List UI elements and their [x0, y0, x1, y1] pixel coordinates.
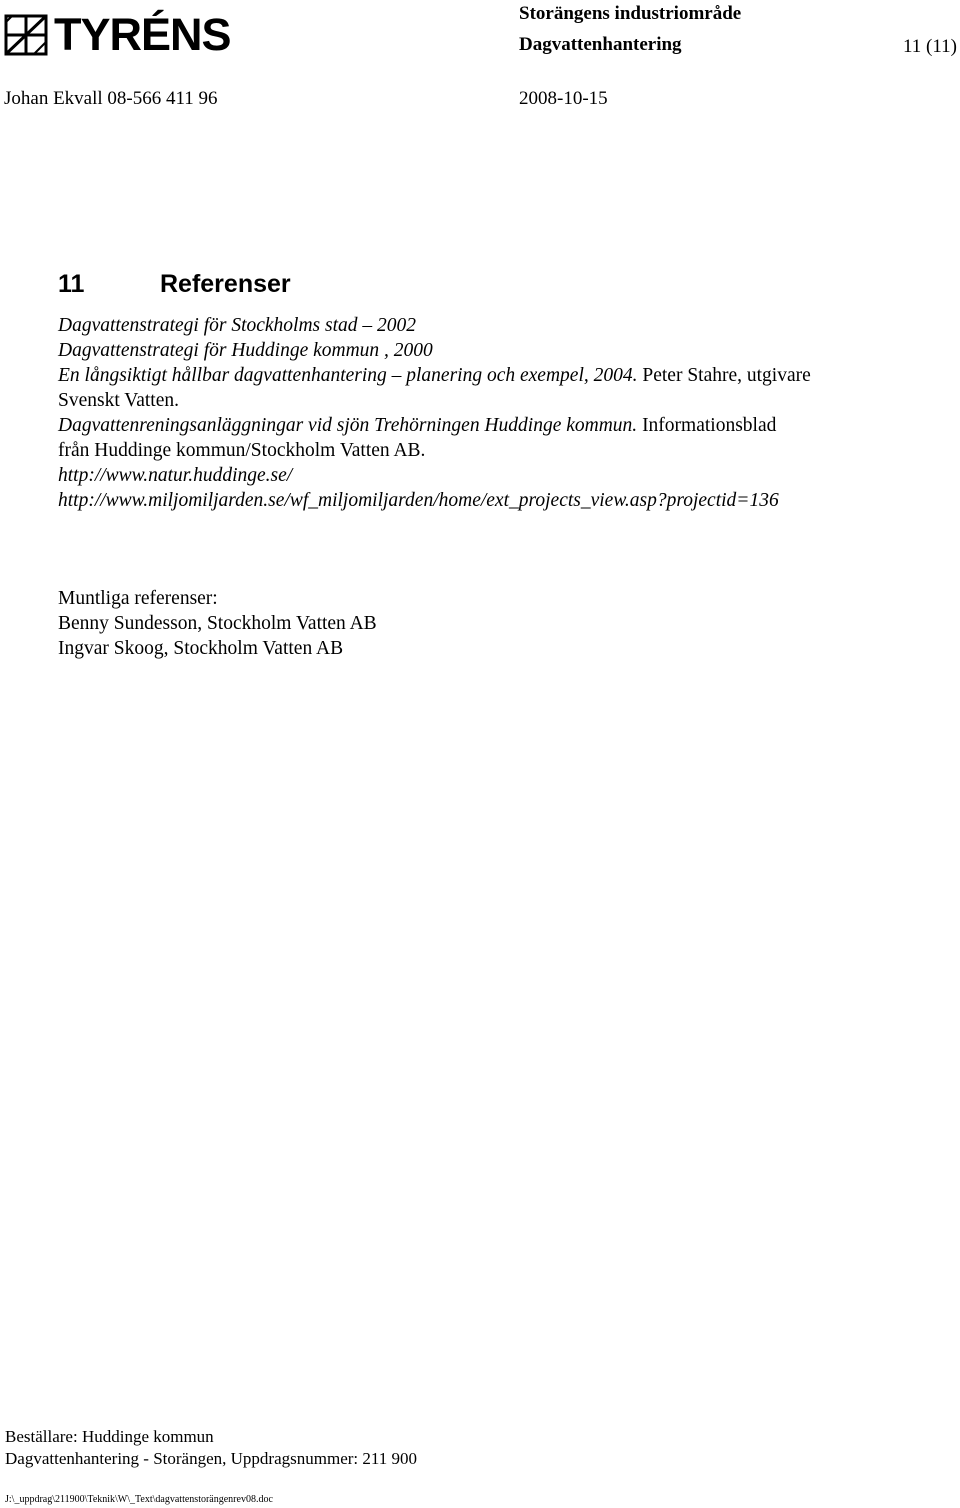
page-number: 11 (11) — [903, 36, 957, 57]
reference-item-continued: Svenskt Vatten. — [58, 390, 179, 411]
logo-wordmark: TYRÉNS — [54, 9, 231, 60]
footer-file-path: J:\_uppdrag\211900\Teknik\W\_Text\dagvattenstorängenrev08.doc — [5, 1494, 273, 1505]
footer — [5, 1426, 417, 1470]
header-author: Johan Ekvall 08-566 411 96 — [4, 88, 218, 109]
tyrens-logo — [4, 9, 240, 60]
reference-item: Dagvattenstrategi för Stockholms stad – 2002 — [58, 315, 417, 336]
reference-item-continued: från Huddinge kommun/Stockholm Vatten AB. — [58, 440, 426, 461]
oral-reference-person: Benny Sundesson, Stockholm Vatten AB — [58, 613, 377, 634]
reference-item: Dagvattenreningsanläggningar vid sjön Trehörningen Huddinge kommun. Informationsblad — [58, 415, 777, 436]
footer-client: Beställare: Huddinge kommun — [5, 1427, 214, 1446]
section-number: 11 — [58, 270, 85, 298]
tyrens-logo-icon — [4, 14, 48, 56]
reference-item: Dagvattenstrategi för Huddinge kommun , 2000 — [58, 340, 433, 361]
reference-link[interactable]: http://www.miljomiljarden.se/wf_miljomiljarden/home/ext_projects_view.asp?projectid=136 — [58, 490, 779, 511]
header-date: 2008-10-15 — [519, 88, 608, 109]
reference-list — [58, 313, 811, 513]
header-subject: Dagvattenhantering — [519, 34, 682, 55]
footer-assignment: Dagvattenhantering - Storängen, Uppdragsnummer: 211 900 — [5, 1449, 417, 1468]
section-heading — [58, 268, 291, 300]
section-title: Referenser — [160, 270, 291, 298]
reference-link[interactable]: http://www.natur.huddinge.se/ — [58, 465, 293, 486]
oral-references — [58, 586, 377, 661]
oral-references-heading: Muntliga referenser: — [58, 588, 218, 609]
header-project: Storängens industriområde — [519, 3, 742, 24]
oral-reference-person: Ingvar Skoog, Stockholm Vatten AB — [58, 638, 344, 659]
reference-item: En långsiktigt hållbar dagvattenhantering – planering och exempel, 2004. Peter Stahre, utgivare — [58, 365, 811, 386]
